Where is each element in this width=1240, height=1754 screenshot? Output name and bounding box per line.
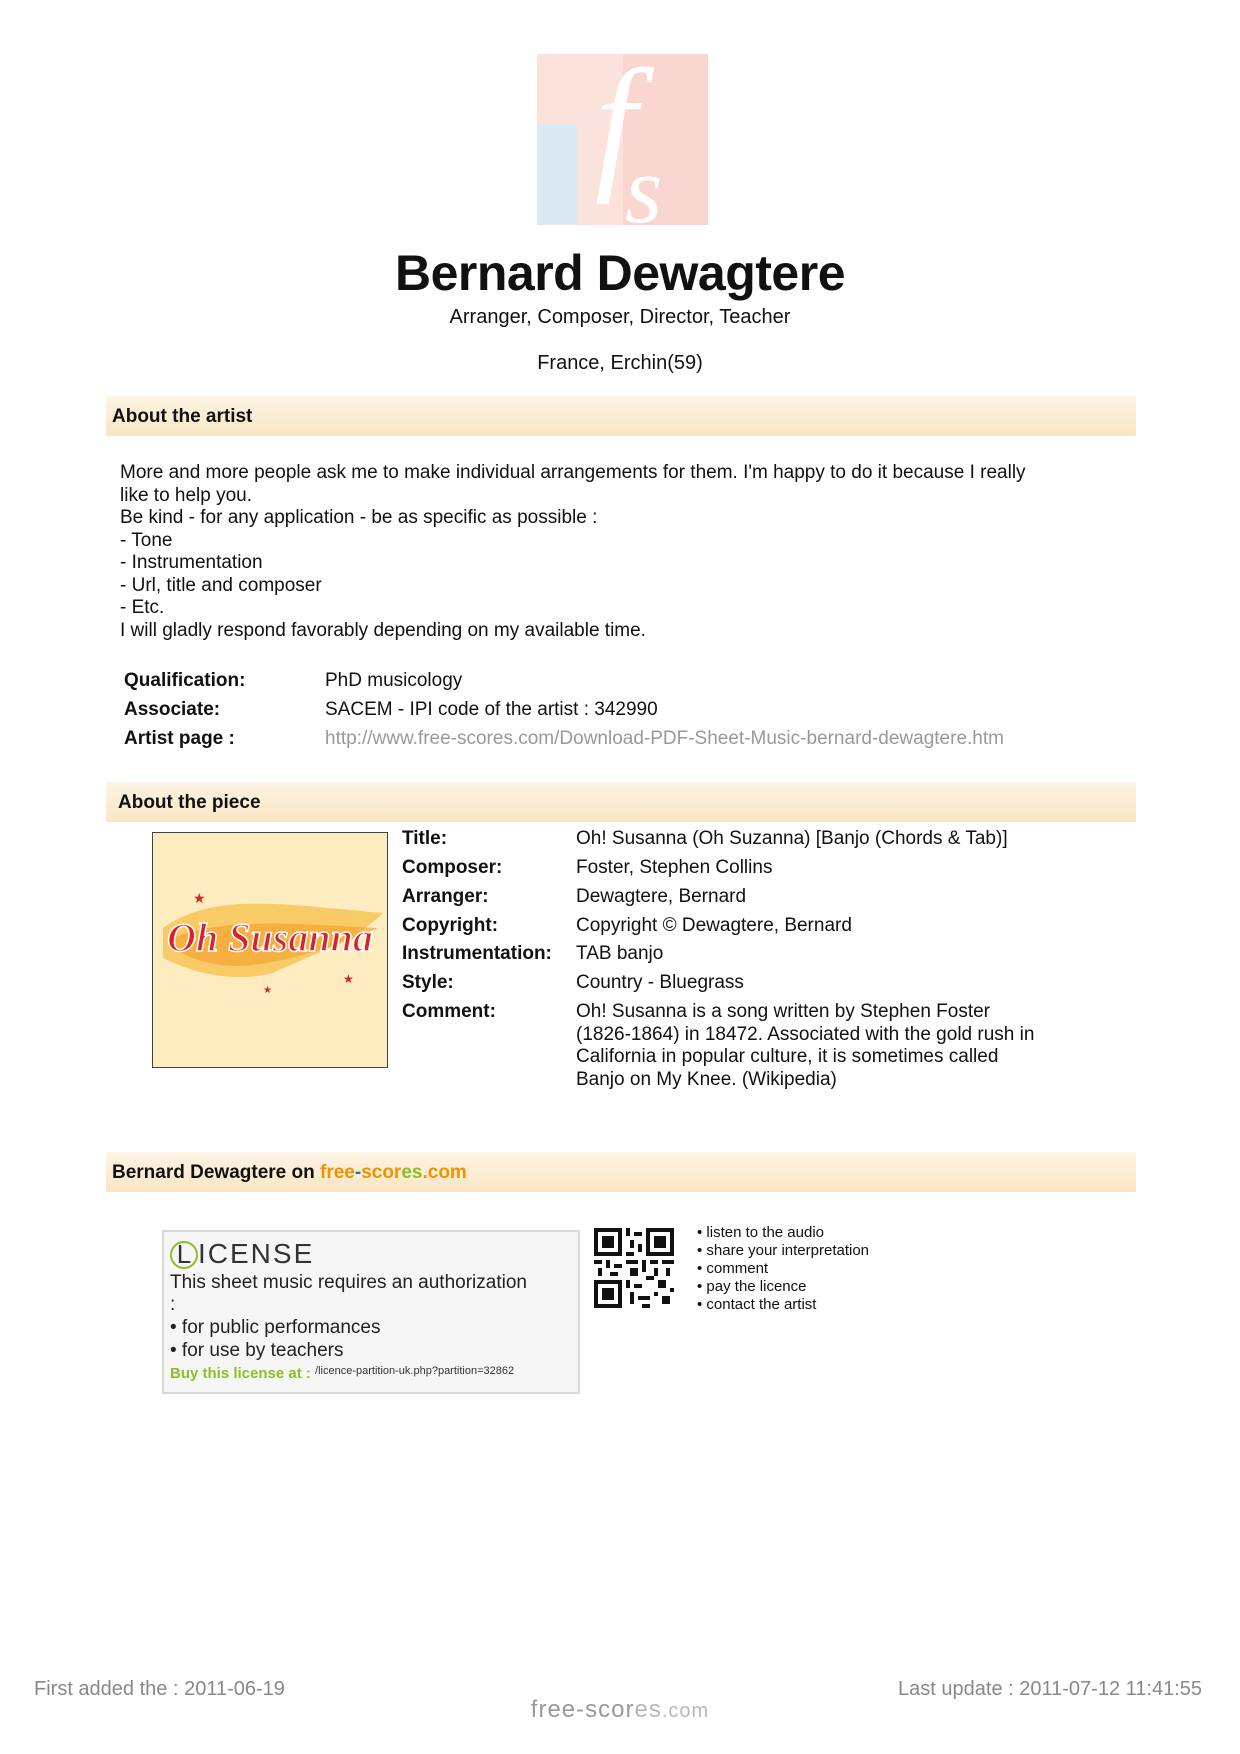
instrumentation-value: TAB banjo	[576, 943, 664, 964]
about-artist-heading: About the artist	[112, 406, 253, 427]
logo-s-letter: s	[625, 136, 663, 225]
star-icon: ★	[343, 972, 354, 986]
arranger-label: Arranger:	[402, 886, 489, 907]
site-part-free: free	[320, 1162, 355, 1183]
artist-name: Bernard Dewagtere	[395, 245, 845, 301]
associate-value: SACEM - IPI code of the artist : 342990	[325, 699, 658, 720]
cover-image	[152, 832, 388, 1068]
artist-roles: Arranger, Composer, Director, Teacher	[449, 306, 791, 328]
bio-line: I will gladly respond favorably depending on my available time.	[120, 619, 646, 641]
feature-item: • contact the artist	[697, 1296, 817, 1313]
license-title-rest: ICENSE	[198, 1238, 315, 1269]
instrumentation-label: Instrumentation:	[402, 943, 552, 964]
license-line2: :	[170, 1294, 176, 1315]
license-title	[170, 1238, 314, 1270]
license-line1: This sheet music requires an authorization	[170, 1272, 527, 1293]
about-piece-heading: About the piece	[118, 792, 261, 813]
qualification-label: Qualification:	[124, 670, 246, 691]
license-buy	[170, 1365, 514, 1382]
bio-line: More and more people ask me to make individual arrangements for them. I'm happy to do it because I really	[120, 462, 1026, 483]
arranger-value: Dewagtere, Bernard	[576, 886, 747, 907]
feature-item: • comment	[697, 1260, 769, 1277]
comment-line: California in popular culture, it is sometimes called	[576, 1046, 999, 1067]
footer-logo-part: free-scor	[530, 1696, 635, 1723]
fs-logo-icon	[537, 54, 708, 225]
star-icon: ★	[263, 985, 272, 996]
bio-line: - Etc.	[120, 597, 165, 618]
footer-logo	[0, 1696, 1240, 1724]
about-piece-header	[106, 782, 1136, 822]
site-part-es: es	[401, 1162, 423, 1183]
site-part-scor: scor	[361, 1162, 402, 1183]
title-label: Title:	[402, 828, 448, 849]
qr-code-icon[interactable]	[594, 1228, 674, 1308]
cover-art-icon	[153, 833, 387, 1067]
star-icon: ★	[193, 890, 206, 906]
on-site-prefix: Bernard Dewagtere on	[112, 1162, 320, 1183]
copyright-label: Copyright:	[402, 915, 499, 936]
buy-license-label: Buy this license at :	[170, 1365, 311, 1382]
last-update-date: Last update : 2011-07-12 11:41:55	[898, 1678, 1202, 1700]
about-artist-header	[106, 396, 1136, 436]
feature-item: • listen to the audio	[697, 1224, 825, 1241]
bio-line: like to help you.	[120, 484, 253, 506]
on-site-header	[106, 1152, 1136, 1192]
license-bullet1: • for public performances	[170, 1317, 381, 1338]
bio-line: - Url, title and composer	[120, 574, 322, 596]
bio-line: - Instrumentation	[120, 552, 263, 573]
comment-line: (1826-1864) in 18472. Associated with the gold rush in	[576, 1023, 1035, 1045]
associate-label: Associate:	[124, 699, 221, 720]
artist-bio	[120, 462, 1130, 642]
site-part-com: .com	[422, 1162, 467, 1183]
title-value: Oh! Susanna (Oh Suzanna) [Banjo (Chords & Tab)]	[576, 828, 1008, 849]
bio-line: - Tone	[120, 529, 173, 551]
artist-page-link[interactable]: http://www.free-scores.com/Download-PDF-Sheet-Music-bernard-dewagtere.htm	[325, 728, 1004, 749]
comment-line: Banjo on My Knee. (Wikipedia)	[576, 1068, 837, 1090]
site-part-dash: -	[354, 1162, 362, 1183]
composer-label: Composer:	[402, 857, 503, 878]
composer-value: Foster, Stephen Collins	[576, 857, 773, 878]
copyright-value: Copyright © Dewagtere, Bernard	[576, 915, 852, 936]
on-site-heading	[112, 1162, 467, 1184]
cover-title: Oh Susanna	[167, 915, 373, 960]
footer-logo-part: es	[634, 1696, 662, 1723]
license-box	[162, 1230, 580, 1394]
style-label: Style:	[402, 972, 454, 993]
comment-value	[576, 1001, 1034, 1091]
style-value: Country - Bluegrass	[576, 972, 744, 993]
feature-item: • share your interpretation	[697, 1242, 870, 1259]
free-scores-logo	[537, 54, 708, 225]
feature-item: • pay the licence	[697, 1278, 807, 1295]
comment-label: Comment:	[402, 1001, 496, 1022]
first-added-date: First added the : 2011-06-19	[34, 1678, 285, 1700]
license-title-first: L	[170, 1241, 198, 1269]
artist-page-label: Artist page :	[124, 728, 235, 749]
logo-f-letter: f	[595, 54, 637, 205]
artist-location: France, Erchin(59)	[537, 352, 703, 374]
qualification-value: PhD musicology	[325, 670, 463, 691]
buy-license-link[interactable]: /licence-partition-uk.php?partition=32862	[315, 1365, 515, 1377]
comment-line: Oh! Susanna is a song written by Stephen Foster	[576, 1001, 991, 1022]
bio-line: Be kind - for any application - be as specific as possible :	[120, 507, 598, 528]
license-bullet2: • for use by teachers	[170, 1340, 344, 1361]
footer-logo-part: .com	[661, 1700, 710, 1722]
feature-list	[697, 1224, 869, 1314]
